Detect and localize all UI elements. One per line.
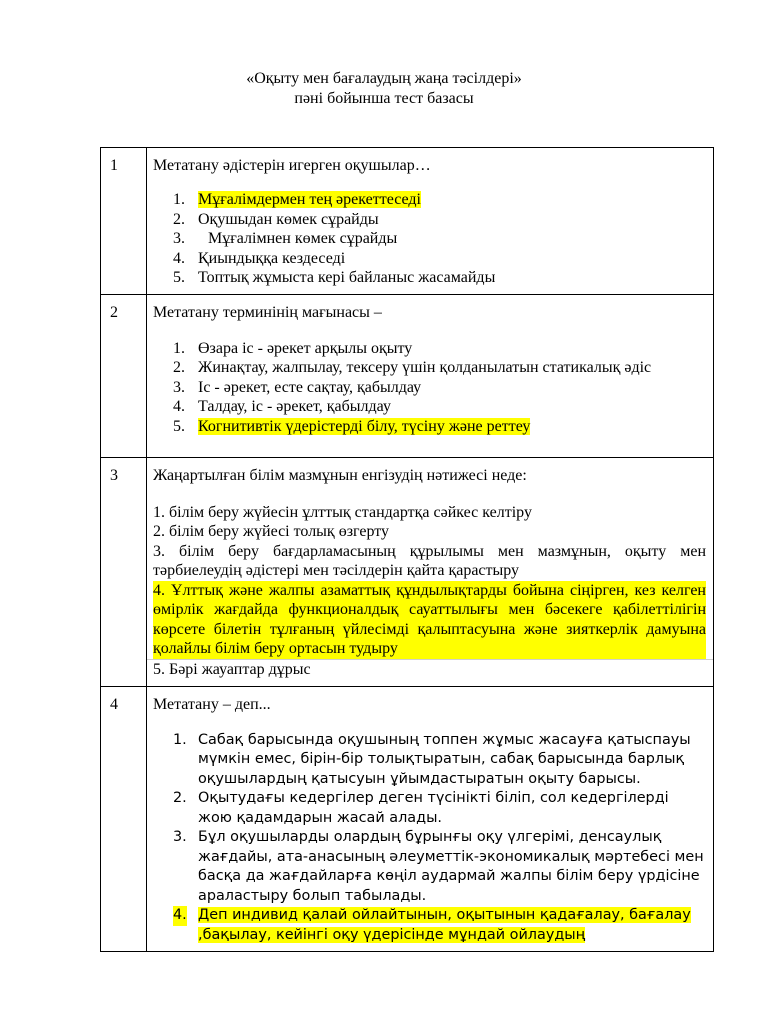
correct-answer-highlight: Мұғалімдермен тең әрекеттеседі <box>198 191 421 208</box>
question-cell <box>147 686 714 951</box>
title-line-1: «Оқыту мен бағалаудың жаңа тәсілдері» <box>246 70 522 87</box>
question-text: Метатану әдістерін игерген оқушылар… <box>153 157 431 174</box>
answer-option: 5. Бәрі жауаптар дұрыс <box>153 660 311 678</box>
answer-option: 2. Оқытудағы кедергілер деген түсінікті біліп, сол кедергілерді жою қадамдарын жасай алады. <box>173 790 669 826</box>
answer-option: 4. Талдау, іс - әрекет, қабылдау <box>173 398 391 415</box>
answer-option: 1. білім беру жүйесін ұлттық стандартқа сәйкес келтіру <box>153 503 532 521</box>
answer-option: 2. Жинақтау, жалпылау, тексеру үшін қолданылатын статикалық әдіс <box>173 359 652 376</box>
question-text: Метатану – деп... <box>153 695 271 713</box>
answer-option: 4. Деп индивид қалай ойлайтынын, оқытынын қадағалау, бағалау ,бақылау, кейінгі оқу үдерісінде мұндай ойлаудың <box>173 907 691 943</box>
question-row <box>101 686 714 951</box>
question-row <box>101 148 714 295</box>
answer-option: 2. білім беру жүйесі толық өзгерту <box>153 523 390 540</box>
question-cell <box>147 294 714 457</box>
answer-option: 3. Мұғалімнен көмек сұрайды <box>173 230 398 247</box>
answer-option: 1. Мұғалімдермен тең әрекеттеседі <box>173 191 421 208</box>
answer-option: 5. Когнитивтік үдерістерді білу, түсіну және реттеу <box>173 417 531 435</box>
answer-option: 2. Оқушыдан көмек сұрайды <box>173 210 379 228</box>
correct-answer-highlight: Деп индивид қалай ойлайтынын, оқытынын қадағалау, бағалау ,бақылау, кейінгі оқу үдерісінде мұндай ойлаудың <box>198 907 691 943</box>
correct-answer-highlight: Когнитивтік үдерістерді білу, түсіну және реттеу <box>198 417 531 435</box>
question-cell <box>147 457 714 686</box>
document-title <box>0 69 768 109</box>
answer-option: 3. Іс - әрекет, есте сақтау, қабылдау <box>173 378 422 396</box>
answer-option: 4. Қиындыққа кездеседі <box>173 249 346 267</box>
question-number: 4 <box>101 686 147 951</box>
answer-option: 5. Топтық жұмыста кері байланыс жасамайды <box>173 269 496 286</box>
question-number: 3 <box>101 457 147 686</box>
question-row <box>101 457 714 686</box>
question-row <box>101 294 714 457</box>
question-number: 2 <box>101 294 147 457</box>
answer-list <box>153 731 706 945</box>
answer-list <box>153 339 706 437</box>
answer-option: 1. Өзара іс - әрекет арқылы оқыту <box>173 339 413 357</box>
question-text: Метатану терминінің мағынасы – <box>153 303 382 321</box>
question-number: 1 <box>101 148 147 295</box>
answer-list <box>153 190 706 288</box>
test-table <box>100 147 714 952</box>
question-text: Жаңартылған білім мазмұнын енгізудің нәтижесі неде: <box>153 466 527 484</box>
answer-option: 3. білім беру бағдарламасының құрылымы мен мазмұнын, оқыту мен тәрбиелеудің әдістері мен тәсілдерін қайта қарастыру <box>153 542 706 579</box>
correct-answer-highlight: 4. Ұлттық және жалпы азаматтық құндылықтарды бойына сіңірген, кез келген өмірлік жағдайда функционалдық сауаттылығы мен бәсекеге қабілеттілігін көрсете білетін тұлғаның үйлесімді қалыптасуына және зияткерлік дамуына қолайлы білім беру ортасын тудыру <box>153 581 706 657</box>
question-cell <box>147 148 714 295</box>
answer-option: 3. Бұл оқушыларды олардың бұрынғы оқу үлгерімі, денсаулық жағдайы, ата-анасының әлеуметтік-экономикалық мәртебесі мен басқа да жағдайларға көңіл аудармай жалпы білім беру үрдісіне араластыру болып табылады. <box>173 829 704 904</box>
title-line-2: пәні бойынша тест базасы <box>294 90 474 107</box>
answer-option: 1. Сабақ барысында оқушының топпен жұмыс жасауға қатыспауы мүмкін емес, бірін-бір толықтыратын, сабақ барысында барлық оқушылардың қатысуын ұйымдастыратын оқыту барысы. <box>173 731 691 787</box>
